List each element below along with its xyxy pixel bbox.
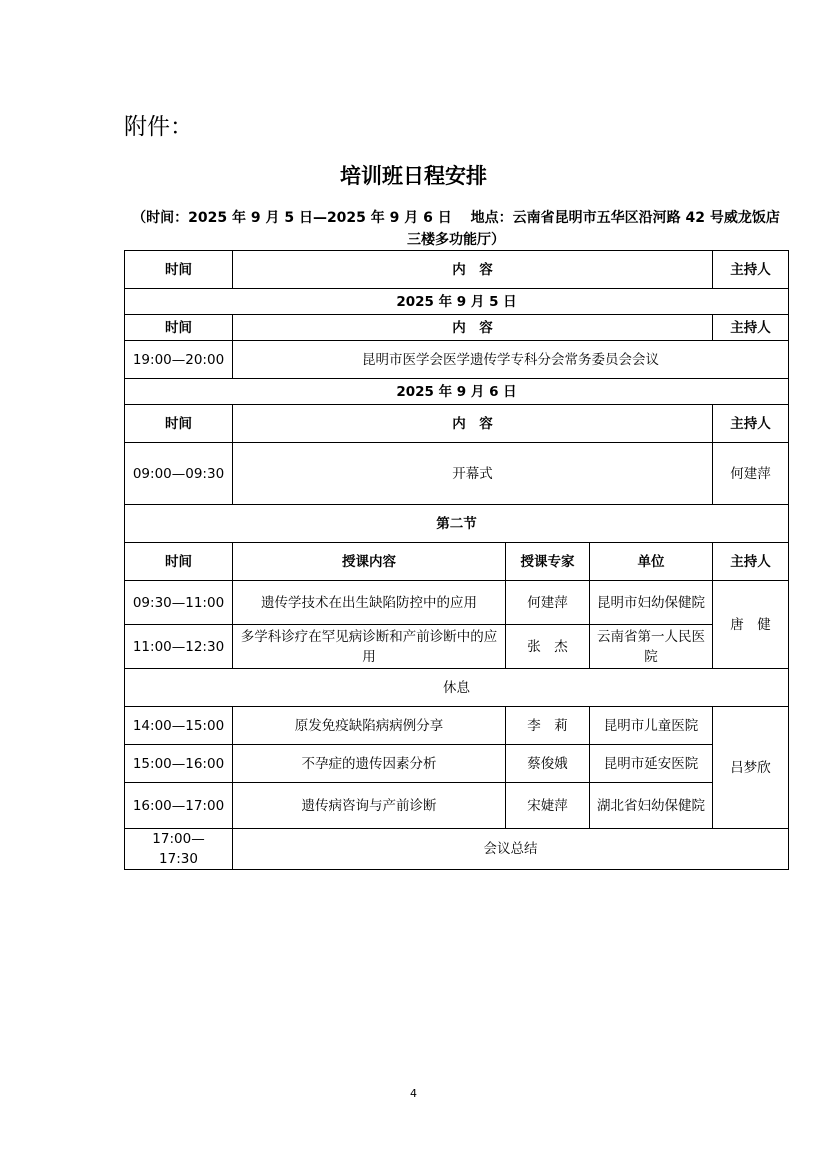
row-time: 09:30—11:00 <box>125 581 233 625</box>
day2-header-time: 时间 <box>125 405 233 443</box>
summary-content: 会议总结 <box>233 829 789 870</box>
day1-header-time: 时间 <box>125 315 233 341</box>
row-expert: 蔡俊娥 <box>506 745 590 783</box>
table-row <box>125 783 789 829</box>
row-expert: 宋婕萍 <box>506 783 590 829</box>
row-unit: 昆明市儿童医院 <box>590 707 713 745</box>
subtitle-line2: 三楼多功能厅） <box>407 232 505 248</box>
opening-time: 09:00—09:30 <box>125 443 233 505</box>
row-topic: 原发免疫缺陷病病例分享 <box>233 707 506 745</box>
attachment-label: 附件： <box>124 114 193 140</box>
page-title: 培训班日程安排 <box>340 164 487 188</box>
row-topic: 不孕症的遗传因素分析 <box>233 745 506 783</box>
summary-time: 17:00— 17:30 <box>125 829 233 870</box>
table-row <box>125 745 789 783</box>
page-number: 4 <box>410 1087 417 1100</box>
section2-title: 第二节 <box>125 505 789 543</box>
row-expert: 张 杰 <box>506 625 590 669</box>
day2-header-content: 内 容 <box>233 405 713 443</box>
row-topic: 遗传学技术在出生缺陷防控中的应用 <box>233 581 506 625</box>
row-unit: 昆明市妇幼保健院 <box>590 581 713 625</box>
row-topic: 多学科诊疗在罕见病诊断和产前诊断中的应用 <box>233 625 506 669</box>
host-afternoon: 吕梦欣 <box>713 707 789 829</box>
day2-date: 2025 年 9 月 6 日 <box>125 379 789 405</box>
s2-header-host: 主持人 <box>713 543 789 581</box>
row-expert: 何建萍 <box>506 581 590 625</box>
row-unit: 昆明市延安医院 <box>590 745 713 783</box>
table-row <box>125 581 789 625</box>
header-time: 时间 <box>125 251 233 289</box>
row-unit: 湖北省妇幼保健院 <box>590 783 713 829</box>
row-topic: 遗传病咨询与产前诊断 <box>233 783 506 829</box>
subtitle-line1: （时间：2025 年 9 月 5 日—2025 年 9 月 6 日 地点：云南省昆明市五华区沿河路 42 号威龙饭店 <box>132 210 780 226</box>
table-row <box>125 707 789 745</box>
day1-header-content: 内 容 <box>233 315 713 341</box>
schedule-table <box>124 250 789 870</box>
s2-header-unit: 单位 <box>590 543 713 581</box>
day2-header-host: 主持人 <box>713 405 789 443</box>
host-morning: 唐 健 <box>713 581 789 669</box>
header-content: 内 容 <box>233 251 713 289</box>
row-time: 16:00—17:00 <box>125 783 233 829</box>
s2-header-expert: 授课专家 <box>506 543 590 581</box>
row-time: 11:00—12:30 <box>125 625 233 669</box>
row-time: 14:00—15:00 <box>125 707 233 745</box>
opening-host: 何建萍 <box>713 443 789 505</box>
opening-content: 开幕式 <box>233 443 713 505</box>
s2-header-time: 时间 <box>125 543 233 581</box>
header-host: 主持人 <box>713 251 789 289</box>
s2-header-topic: 授课内容 <box>233 543 506 581</box>
break-row: 休息 <box>125 669 789 707</box>
day1-header-host: 主持人 <box>713 315 789 341</box>
table-row <box>125 625 789 669</box>
row-time: 15:00—16:00 <box>125 745 233 783</box>
row-unit: 云南省第一人民医院 <box>590 625 713 669</box>
day1-time: 19:00—20:00 <box>125 341 233 379</box>
row-expert: 李 莉 <box>506 707 590 745</box>
day1-date: 2025 年 9 月 5 日 <box>125 289 789 315</box>
day1-content: 昆明市医学会医学遗传学专科分会常务委员会会议 <box>233 341 789 379</box>
